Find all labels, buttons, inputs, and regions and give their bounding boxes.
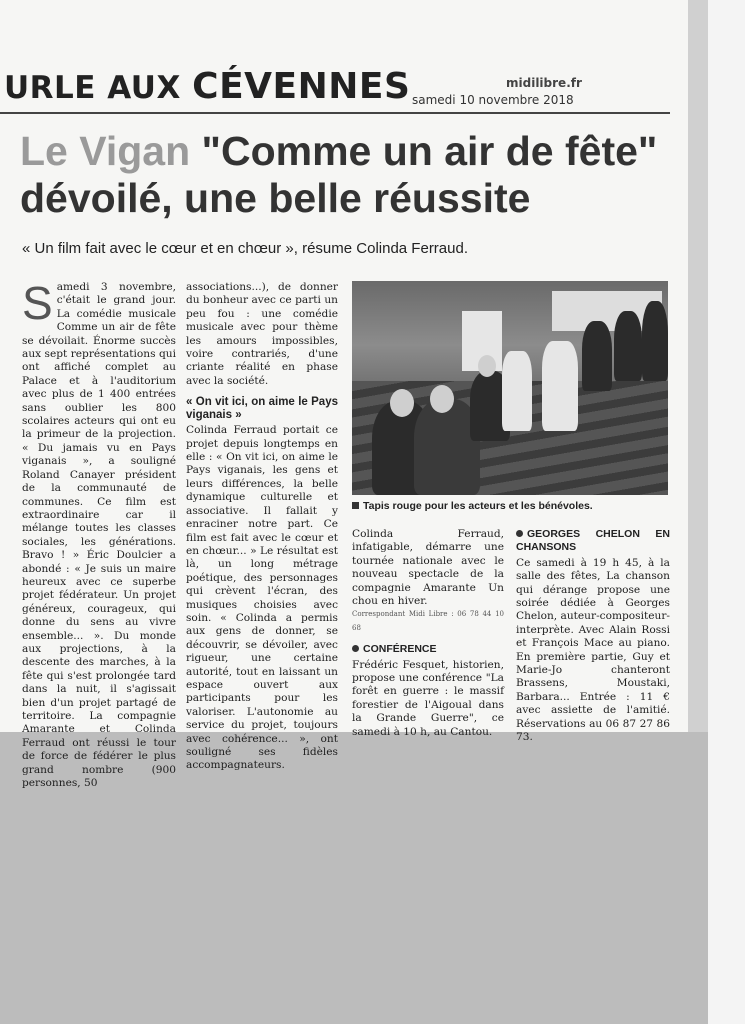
photo-face	[478, 355, 496, 377]
brief-text: Ce samedi à 19 h 45, à la salle des fêtes, La chanson qui dérange propose une soirée dédiée à Georges Chelon, auteur-compositeur-interprète. Avec Alain Rossi et François Mace au piano. En première partie, Guy et Marie-Jo chanteront Brassens, Moustaki, Barbara... Entrée : 11 € avec assiette de l'amitié. Réservations au 06 87 27 86 73.	[516, 556, 670, 744]
photo-dress	[502, 351, 532, 431]
site-name: midilibre.fr	[506, 76, 582, 90]
brief-title-text: GEORGES CHELON EN CHANSONS	[516, 528, 670, 554]
scan-shadow-strip	[688, 0, 708, 732]
dropcap: S	[22, 277, 53, 329]
brief-text: Frédéric Fesquet, historien, propose une conférence "La forêt en guerre : le massif forestier de l'Aigoual dans la Grande Guerre", ce samedi à 10 h, au Cantou.	[352, 658, 504, 738]
brief-title-text: CONFÉRENCE	[363, 643, 437, 656]
correspondent-phone: Correspondant Midi Libre : 06 78 44 10 68	[352, 610, 504, 632]
rubric-prefix: URLE AUX	[4, 70, 193, 106]
brief-title	[516, 528, 670, 555]
brief-title	[352, 643, 504, 656]
subheadline: « Un film fait avec le cœur et en chœur », résume Colinda Ferraud.	[22, 240, 469, 257]
caption-text: Tapis rouge pour les acteurs et les bénévoles.	[363, 500, 593, 512]
article-text-1: amedi 3 novembre, c'était le grand jour. La comédie musicale Comme un air de fête se dévoilait. Énorme succès aux sept représentations qui ont affiché complet au Palace et à l'auditorium avec plus de 1 400 entrées sans oublier les 800 scolaires acteurs qui ont eu la primeur de la projection. « Du jamais vu en Pays viganais », a souligné Roland Canayer président de la communauté de communes. Ce film est extraordinaire car il mélange toutes les classes sociales, les générations. Bravo ! » Éric Doulcier a abondé : « Je suis un maire heureux avec ce superbe projet fédérateur. Un projet généreux, courageux, qui donne du sens au vivre ensemble... ». Du monde aux projections, à la descente des marches, à la fête qui s'est prolongée tard dans la nuit, il s'agissait bien d'un projet partagé de territoire. La compagnie Amarante et Colinda Ferraud ont réussi le tour de force de fédérer le plus grand nombre (900 personnes, 50	[22, 281, 176, 790]
section-rubric	[4, 66, 410, 107]
photo-caption	[352, 500, 593, 512]
article-column-1	[22, 277, 176, 790]
rubric-main: CÉVENNES	[192, 66, 411, 107]
photo-face	[430, 385, 454, 413]
photo-person	[614, 311, 642, 381]
photo-person	[582, 321, 612, 391]
caption-square-icon	[352, 502, 359, 509]
photo-dress	[542, 341, 578, 431]
headline-place: Le Vigan	[20, 128, 191, 174]
photo-face	[390, 389, 414, 417]
article-text-2b: Colinda Ferraud portait ce projet depuis longtemps en elle : « On vit ici, on aime le Pays viganais, les gens et leurs différences, la belle dynamique culturelle et associative. Il fallait y enraciner notre part. Ce film est fait avec le cœur et en chœur... » Le résultat est là, un long métrage poétique, des personnages qui crèvent l'écran, des musiques choisies avec soin. « Colinda a permis aux gens de donner, se découvrir, se dévoiler, avec rigueur, une certaine autorité, tout en laissant un espace ouvert aux participants pour les valoriser. L'autonomie au service du projet, toujours avec cohérence... », ont souligné ses fidèles accompagnateurs.	[186, 424, 338, 772]
header-rule	[0, 112, 670, 114]
article-text-3: Colinda Ferraud, infatigable, démarre une tournée nationale avec le nouveau spectacle de la compagnie Amarante Un chou en hiver.	[352, 528, 504, 608]
photo-person	[642, 301, 668, 381]
article-column-2	[186, 281, 338, 773]
publication-date: samedi 10 novembre 2018	[412, 93, 574, 107]
bullet-icon	[516, 530, 523, 537]
headline	[20, 128, 680, 222]
intertitle: « On vit ici, on aime le Pays viganais »	[186, 396, 338, 422]
article-column-3	[352, 528, 504, 739]
article-text-2a: associations...), de donner du bonheur avec ce parti un peu fou : une comédie musicale avec pour thème les amours impossibles, voire contrariés, d'une criante réalité en phase avec la société.	[186, 281, 338, 387]
headline-title: "Comme un air de fête" dévoilé, une belle réussite	[20, 128, 658, 221]
article-column-4	[516, 528, 670, 745]
article-photo	[352, 281, 668, 495]
bullet-icon	[352, 645, 359, 652]
scan-right-edge	[708, 0, 745, 1024]
